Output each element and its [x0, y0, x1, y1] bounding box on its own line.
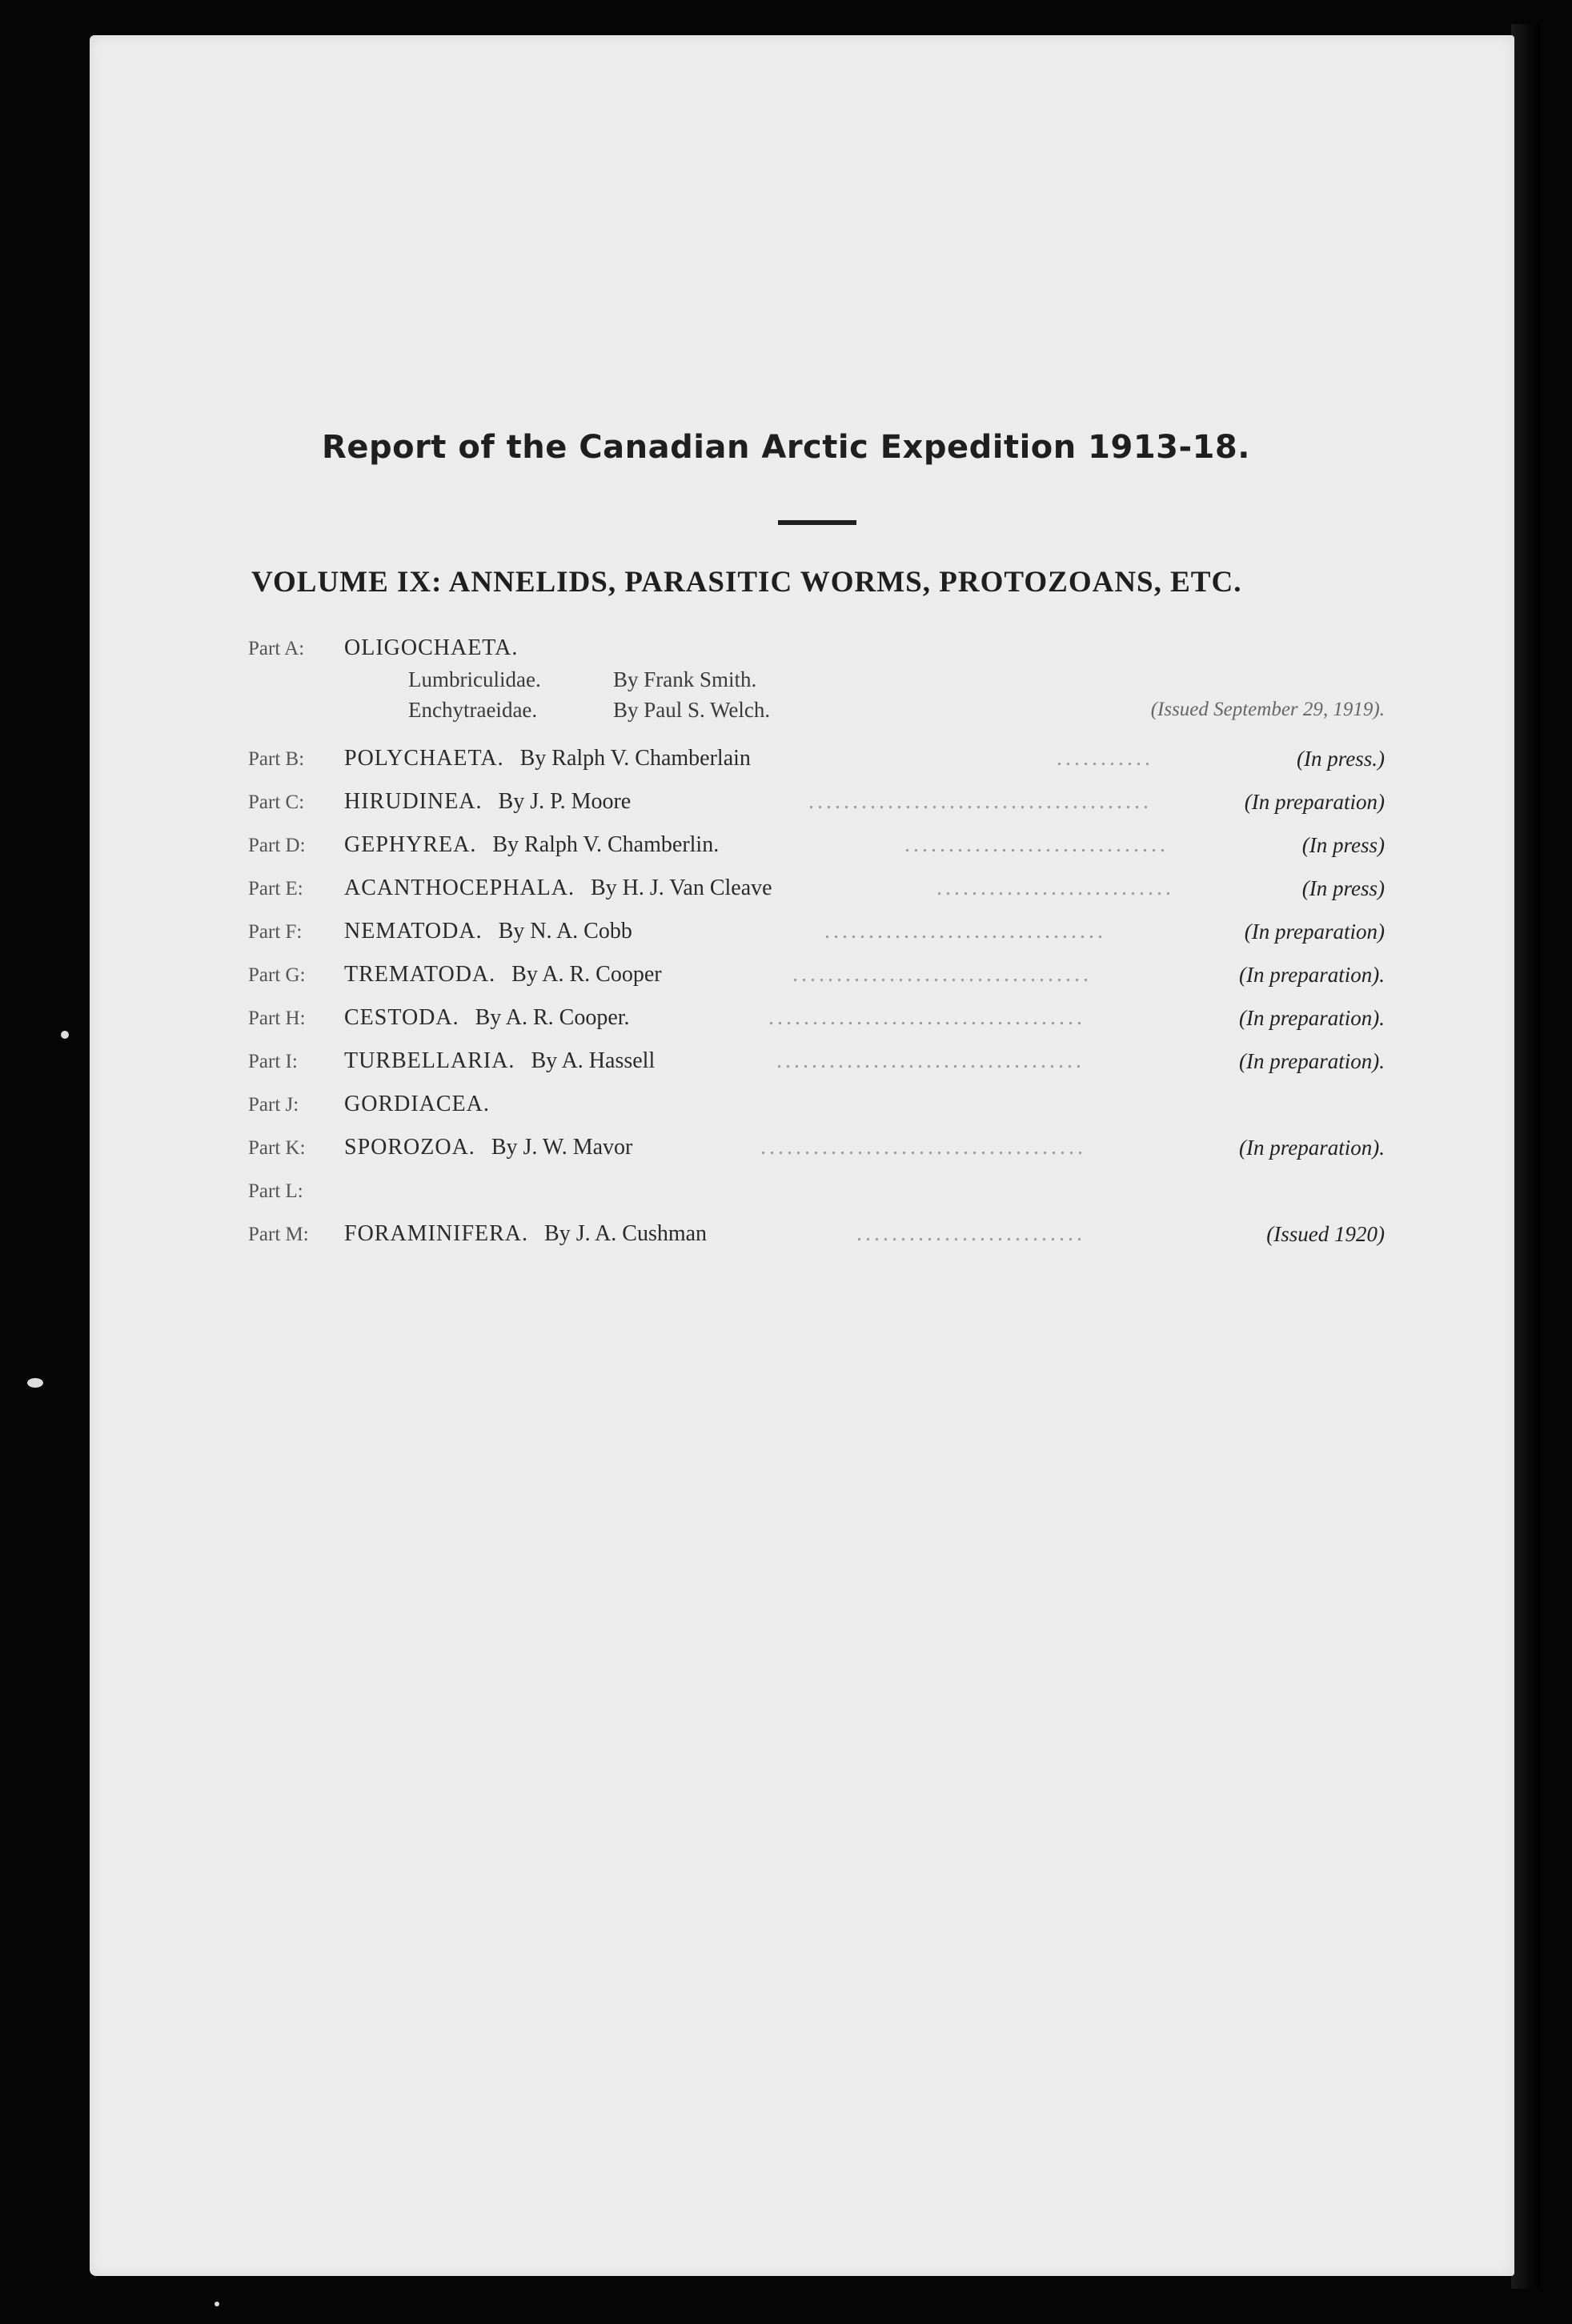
part-author: By J. A. Cushman: [544, 1221, 708, 1246]
part-status: (In preparation): [1244, 790, 1385, 814]
part-label: Part L:: [248, 1180, 303, 1202]
part-author: By A. Hassell: [531, 1048, 656, 1073]
toc-row-part-g: [248, 959, 1385, 991]
part-author: By N. A. Cobb: [498, 919, 632, 944]
family-author: By Paul S. Welch.: [613, 698, 771, 722]
part-label: Part K:: [248, 1137, 306, 1159]
part-status: (In preparation).: [1239, 1006, 1385, 1030]
part-author: By A. R. Cooper.: [475, 1005, 630, 1030]
part-status: (In preparation).: [1239, 963, 1385, 987]
leader-dots: ................................: [824, 919, 1106, 944]
part-status: (In preparation): [1244, 920, 1385, 944]
part-status: (In press): [1301, 876, 1385, 900]
toc-row-part-j: [248, 1088, 1385, 1120]
family-name: Enchytraeidae.: [408, 698, 538, 722]
family-name: Lumbriculidae.: [408, 667, 541, 691]
part-subject: ACANTHOCEPHALA.: [344, 876, 575, 900]
part-label: Part G:: [248, 964, 306, 986]
part-subject: POLYCHAETA.: [344, 746, 504, 771]
toc-row-part-i: [248, 1045, 1385, 1077]
leader-dots: .....................................: [760, 1135, 1086, 1160]
part-author: By Ralph V. Chamberlain: [519, 746, 751, 771]
scan-speck: [61, 1031, 69, 1039]
page-edge-shadow: [1511, 24, 1540, 2289]
part-subject: TREMATODA.: [344, 962, 496, 987]
volume-heading: VOLUME IX: ANNELIDS, PARASITIC WORMS, PROTOZOANS, ETC.: [251, 566, 1242, 599]
leader-dots: ...........: [1057, 746, 1153, 771]
leader-dots: .......................................: [808, 789, 1152, 814]
toc-row-part-k: [248, 1132, 1385, 1164]
scan-speck: [215, 2302, 219, 2306]
part-label: Part C:: [248, 791, 305, 813]
issue-status: (Issued September 29, 1919).: [1150, 699, 1385, 720]
family-author: By Frank Smith.: [613, 667, 757, 691]
part-label: Part M:: [248, 1224, 309, 1245]
toc-row-part-e: [248, 872, 1385, 904]
part-status: (In press): [1301, 833, 1385, 857]
toc-row-part-m: [248, 1218, 1385, 1250]
part-label: Part D:: [248, 835, 306, 856]
part-status: (In preparation).: [1239, 1136, 1385, 1160]
part-author: By J. P. Moore: [498, 789, 632, 814]
part-subject: CESTODA.: [344, 1005, 459, 1030]
part-subject: SPOROZOA.: [344, 1135, 475, 1160]
part-status: (In press.): [1297, 747, 1385, 771]
scan-speck: [27, 1378, 43, 1388]
toc-row-part-b: [248, 743, 1385, 775]
leader-dots: ....................................: [768, 1005, 1085, 1030]
toc-row-part-f: [248, 916, 1385, 948]
part-subject: HIRUDINEA.: [344, 789, 483, 814]
part-subject: FORAMINIFERA.: [344, 1221, 529, 1246]
part-author: By A. R. Cooper: [511, 962, 662, 987]
part-label: Part E:: [248, 878, 303, 900]
part-subject: NEMATODA.: [344, 919, 483, 944]
part-subject: TURBELLARIA.: [344, 1048, 515, 1073]
part-subject: GEPHYREA.: [344, 832, 477, 857]
toc-row-part-l: [248, 1175, 1385, 1207]
part-author: By Ralph V. Chamberlin.: [492, 832, 720, 857]
part-status: (In preparation).: [1239, 1049, 1385, 1073]
report-title: Report of the Canadian Arctic Expedition 1913-18.: [322, 429, 1250, 466]
toc-row-part-a: [248, 632, 1385, 664]
part-label: Part I:: [248, 1051, 298, 1072]
part-status: (Issued 1920): [1266, 1222, 1385, 1246]
part-author: By J. W. Mavor: [491, 1135, 633, 1160]
toc-subrow-lumbriculidae: [408, 666, 1385, 693]
toc-row-part-d: [248, 829, 1385, 861]
title-divider: [778, 520, 856, 525]
part-label: Part B:: [248, 748, 305, 770]
part-label: Part H:: [248, 1008, 306, 1029]
leader-dots: ..................................: [792, 962, 1092, 987]
leader-dots: ...................................: [776, 1048, 1085, 1073]
leader-dots: ..........................: [856, 1221, 1085, 1246]
leader-dots: ...........................: [936, 876, 1174, 900]
part-subject: GORDIACEA.: [344, 1092, 490, 1116]
part-label: Part J:: [248, 1094, 299, 1116]
toc-row-part-h: [248, 1002, 1385, 1034]
part-author: By H. J. Van Cleave: [591, 876, 772, 900]
toc-row-part-c: [248, 786, 1385, 818]
part-label: Part A:: [248, 638, 305, 659]
toc-subrow-enchytraeidae: [408, 696, 1385, 723]
part-subject: OLIGOCHAETA.: [344, 635, 519, 660]
leader-dots: ..............................: [904, 832, 1169, 857]
part-label: Part F:: [248, 921, 303, 943]
